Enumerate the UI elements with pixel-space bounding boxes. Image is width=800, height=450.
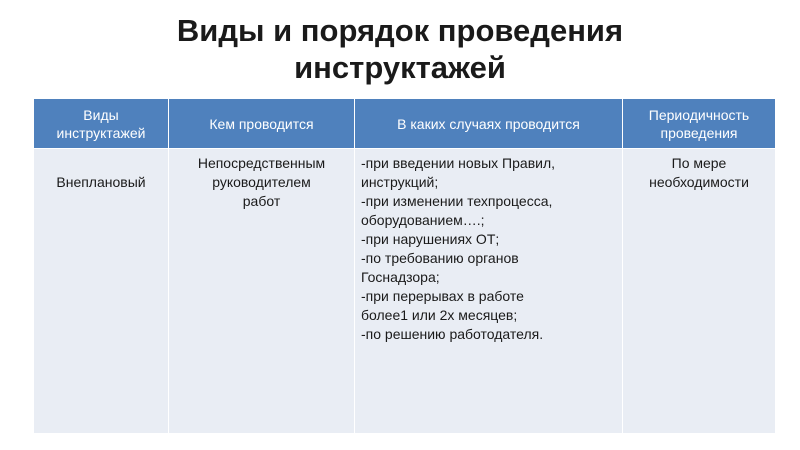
- briefings-table: [33, 98, 776, 434]
- cell-cases-line: -при перерывах в работе: [361, 288, 524, 304]
- cell-cases-line: -при нарушениях ОТ;: [361, 231, 500, 247]
- cell-cases-line: -по требованию органов: [361, 250, 519, 266]
- title-line-1: Виды и порядок проведения: [176, 13, 624, 48]
- page-title: [0, 12, 800, 86]
- cell-cases-line: -при изменении техпроцесса,: [361, 193, 553, 209]
- title-line-2: инструктажей: [294, 50, 506, 85]
- cell-type: [34, 149, 169, 434]
- header-who-line1: Кем проводится: [209, 115, 314, 132]
- cell-who-line: руководителем: [212, 174, 311, 190]
- table-row: [34, 149, 776, 434]
- cell-type-text: Внеплановый: [56, 174, 146, 190]
- header-cases: [355, 99, 623, 149]
- cell-cases-line: Госнадзора;: [361, 269, 440, 285]
- cell-who: [169, 149, 355, 434]
- cell-cases: [355, 149, 623, 434]
- cell-period-line: необходимости: [649, 174, 749, 190]
- header-types: [34, 99, 169, 149]
- cell-who-line: работ: [242, 193, 281, 209]
- cell-period-line: По мере: [671, 155, 727, 171]
- header-period: [623, 99, 776, 149]
- cell-cases-line: инструкций;: [361, 174, 439, 190]
- header-period-line2: проведения: [660, 124, 738, 141]
- cell-period: [623, 149, 776, 434]
- cell-cases-line: -по решению работодателя.: [361, 326, 544, 342]
- cell-cases-line: более1 или 2х месяцев;: [361, 307, 518, 323]
- header-who: [169, 99, 355, 149]
- table-header-row: [34, 99, 776, 149]
- cell-cases-line: -при введении новых Правил,: [361, 155, 556, 171]
- cell-cases-line: оборудованием….;: [361, 212, 485, 228]
- header-types-line2: инструктажей: [56, 124, 146, 141]
- cell-who-line: Непосредственным: [197, 155, 326, 171]
- header-period-line1: Периодичность: [648, 106, 750, 123]
- header-cases-line1: В каких случаях проводится: [397, 115, 580, 132]
- header-types-line1: Виды: [83, 106, 119, 123]
